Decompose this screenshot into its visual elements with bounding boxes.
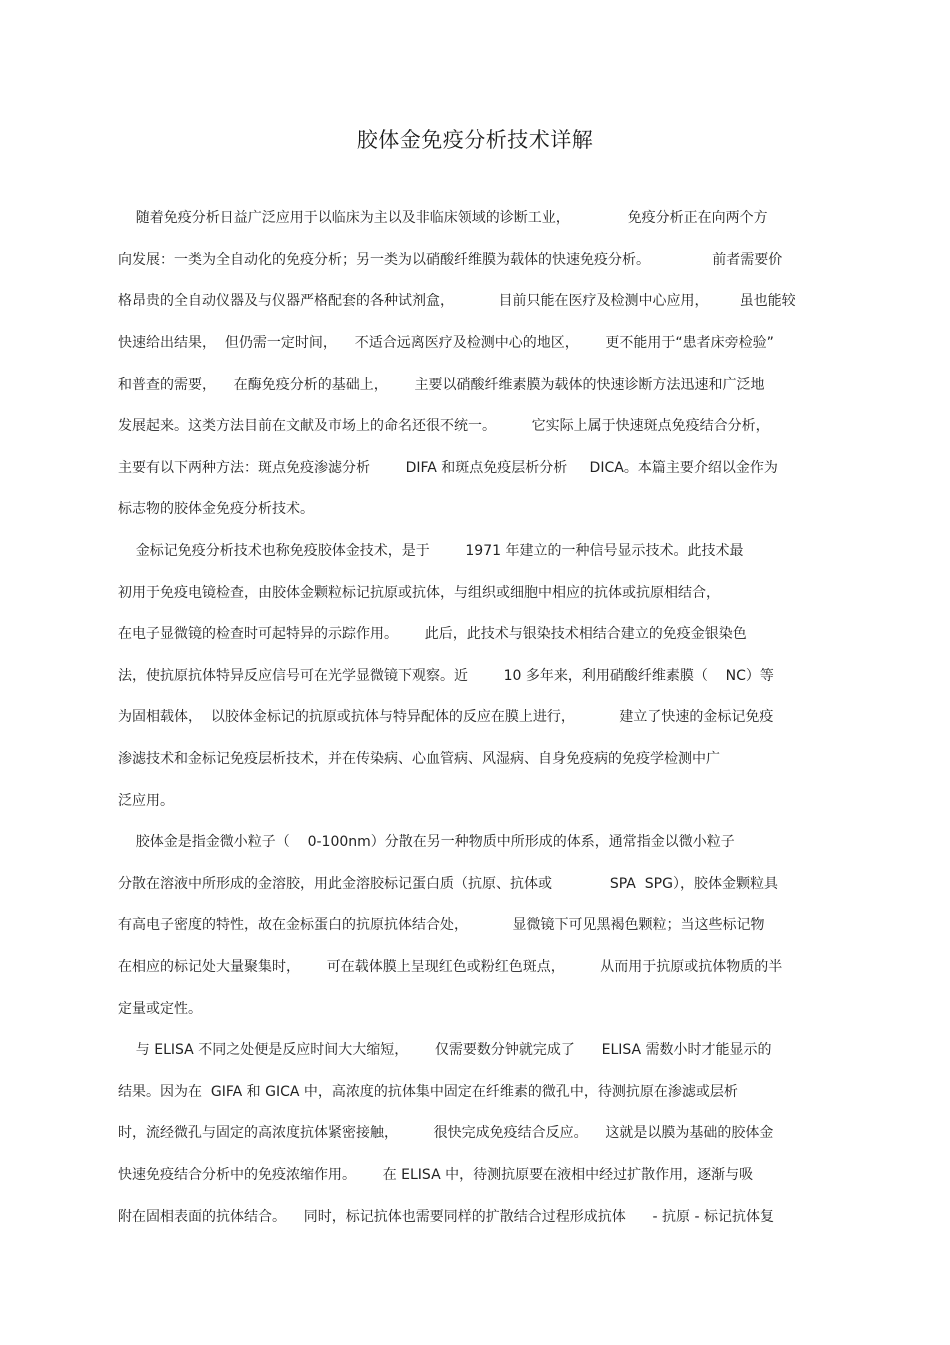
text-line: 初用于免疫电镜检查，由胶体金颗粒标记抗原或抗体，与组织或细胞中相应的抗体或抗原相结合， (118, 585, 720, 601)
text-line: 向发展：一类为全自动化的免疫分析；另一类为以硝酸纤维膜为载体的快速免疫分析。 前者需要价 (118, 252, 783, 268)
text-line: 胶体金是指金微小粒子（ 0-100nm）分散在另一种物质中所形成的体系，通常指金以微小粒子 (118, 834, 735, 850)
document-title: 胶体金免疫分析技术详解 (356, 128, 594, 152)
text-line: 法，使抗原抗体特异反应信号可在光学显微镜下观察。近 10 多年来，利用硝酸纤维素膜（ NC）等 (118, 668, 774, 684)
text-line: 在相应的标记处大量聚集时， 可在载体膜上呈现红色或粉红色斑点， 从而用于抗原或抗体物质的半 (118, 959, 783, 975)
text-line: 有高电子密度的特性，故在金标蛋白的抗原抗体结合处， 显微镜下可见黑褐色颗粒；当这些标记物 (118, 917, 765, 933)
text-line: 在电子显微镜的检查时可起特异的示踪作用。 此后，此技术与银染技术相结合建立的免疫金银染色 (118, 626, 747, 642)
text-line: 发展起来。这类方法目前在文献及市场上的命名还很不统一。 它实际上属于快速斑点免疫结合分析， (118, 418, 770, 434)
text-line: 定量或定性。 (118, 1001, 202, 1017)
text-line: 分散在溶液中所形成的金溶胶，用此金溶胶标记蛋白质（抗原、抗体或 SPA SPG），胶体金颗粒具 (118, 876, 778, 892)
text-line: 标志物的胶体金免疫分析技术。 (118, 501, 314, 517)
text-line: 主要有以下两种方法：斑点免疫渗滤分析 DIFA 和斑点免疫层析分析 DICA。本篇主要介绍以金作为 (118, 460, 778, 476)
text-line: 随着免疫分析日益广泛应用于以临床为主以及非临床领域的诊断工业， 免疫分析正在向两个方 (118, 210, 768, 226)
text-line: 为固相载体， 以胶体金标记的抗原或抗体与特异配体的反应在膜上进行， 建立了快速的金标记免疫 (118, 709, 774, 725)
text-line: 时，流经微孔与固定的高浓度抗体紧密接触， 很快完成免疫结合反应。 这就是以膜为基础的胶体金 (118, 1125, 774, 1141)
text-line: 快速给出结果， 但仍需一定时间， 不适合远离医疗及检测中心的地区， 更不能用于“患者床旁检验” (118, 335, 774, 351)
text-line: 快速免疫结合分析中的免疫浓缩作用。 在 ELISA 中，待测抗原要在液相中经过扩散作用，逐渐与吸 (118, 1167, 754, 1183)
text-line: 格昂贵的全自动仪器及与仪器严格配套的各种试剂盒， 目前只能在医疗及检测中心应用， 虽也能较 (118, 293, 796, 309)
text-line: 金标记免疫分析技术也称免疫胶体金技术，是于 1971 年建立的一种信号显示技术。此技术最 (118, 543, 744, 559)
text-line: 附在固相表面的抗体结合。 同时，标记抗体也需要同样的扩散结合过程形成抗体 - 抗原 - 标记抗体复 (118, 1209, 774, 1225)
text-line: 渗滤技术和金标记免疫层析技术，并在传染病、心血管病、风湿病、自身免疫病的免疫学检测中广 (118, 751, 720, 767)
text-line: 泛应用。 (118, 793, 174, 809)
text-line: 和普查的需要， 在酶免疫分析的基础上， 主要以硝酸纤维素膜为载体的快速诊断方法迅速和广泛地 (118, 377, 765, 393)
text-line: 结果。因为在 GIFA 和 GICA 中，高浓度的抗体集中固定在纤维素的微孔中，待测抗原在渗滤或层析 (118, 1084, 738, 1100)
text-line: 与 ELISA 不同之处便是反应时间大大缩短， 仅需要数分钟就完成了 ELISA 需数小时才能显示的 (118, 1042, 772, 1058)
